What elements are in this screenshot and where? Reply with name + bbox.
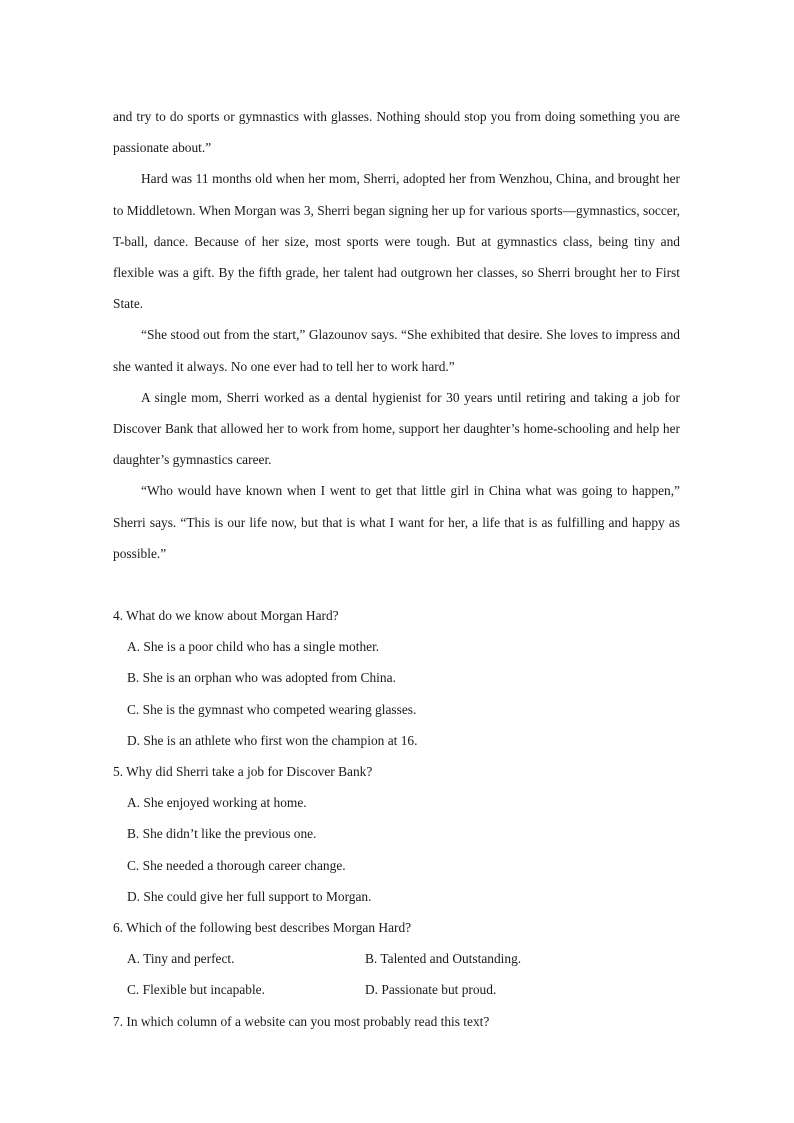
option-b: B. Talented and Outstanding. [365, 951, 522, 967]
question-4 [113, 600, 680, 756]
option-a: A. She enjoyed working at home. [127, 795, 307, 811]
option-a: A. Tiny and perfect. [127, 951, 235, 967]
passage-paragraph-2: Hard was 11 months old when her mom, Sherri, adopted her from Wenzhou, China, and brought her to Middletown. When Morgan was 3, Sherri began signing her up for various sports—gymnastics, soccer, T-ball, dance. Because of her size, most sports were tough. But at gymnastics class, being tiny and flexible was a gift. By the fifth grade, her talent had outgrown her classes, so Sherri brought her to First State. [113, 171, 680, 312]
option-b: B. She didn’t like the previous one. [127, 826, 317, 842]
passage-paragraph-3: “She stood out from the start,” Glazounov says. “She exhibited that desire. She loves to impress and she wanted it always. No one ever had to tell her to work hard.” [113, 327, 680, 374]
section-gap [113, 569, 680, 600]
option-c: C. She needed a thorough career change. [127, 857, 346, 873]
option-row-1 [113, 943, 680, 974]
option-d: D. Passionate but proud. [365, 982, 497, 998]
option-b: B. She is an orphan who was adopted from China. [127, 670, 396, 686]
page-content [113, 101, 680, 1037]
question-6 [113, 912, 680, 1006]
option-a: A. She is a poor child who has a single mother. [127, 639, 380, 655]
question-stem: 7. In which column of a website can you most probably read this text? [113, 1013, 490, 1029]
passage-paragraph-4: A single mom, Sherri worked as a dental hygienist for 30 years until retiring and taking a job for Discover Bank that allowed her to work from home, support her daughter’s home-schooling and help her daughter’s gymnastics career. [113, 389, 680, 468]
question-stem: 5. Why did Sherri take a job for Discover Bank? [113, 764, 373, 780]
question-stem: 6. Which of the following best describes Morgan Hard? [113, 920, 412, 936]
question-5 [113, 756, 680, 912]
passage-paragraph-5: “Who would have known when I went to get that little girl in China what was going to happen,” Sherri says. “This is our life now, but that is what I want for her, a life that is as fulfilling and happy as possible.” [113, 483, 680, 561]
reading-passage [113, 101, 680, 569]
option-d: D. She is an athlete who first won the champion at 16. [127, 732, 418, 748]
question-stem: 4. What do we know about Morgan Hard? [113, 608, 339, 624]
question-7 [113, 1006, 680, 1037]
option-c: C. She is the gymnast who competed wearing glasses. [127, 701, 417, 717]
option-c: C. Flexible but incapable. [127, 982, 265, 998]
option-row-2 [113, 974, 680, 1005]
option-d: D. She could give her full support to Morgan. [127, 888, 372, 904]
passage-paragraph-1: and try to do sports or gymnastics with glasses. Nothing should stop you from doing something you are passionate about.” [113, 109, 680, 156]
